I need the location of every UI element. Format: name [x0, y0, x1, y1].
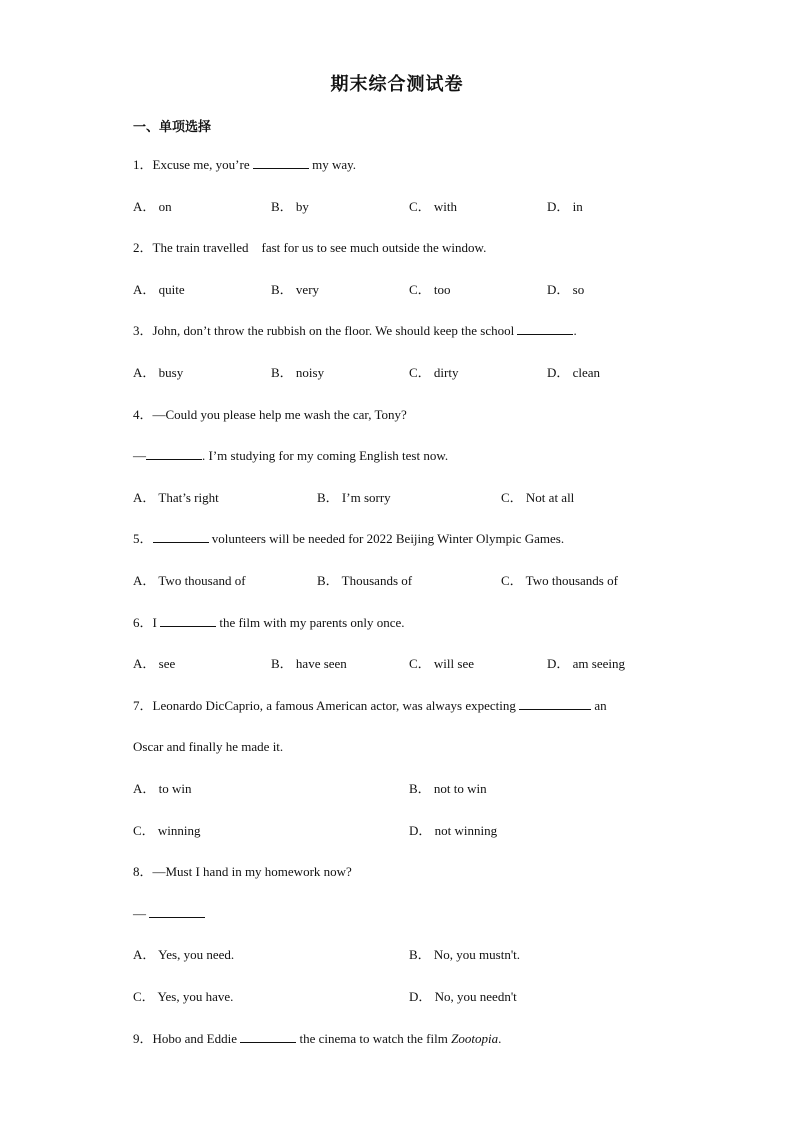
q6-option-b[interactable]: B． have seen — [271, 656, 347, 671]
page-title: 期末综合测试卷 — [330, 74, 464, 95]
question-7: 7．Leonardo DicCaprio, a famous American actor, was always expecting an — [133, 698, 607, 713]
q4-option-c[interactable]: C． Not at all — [501, 490, 575, 505]
answer-blank[interactable] — [253, 156, 309, 169]
q1-option-a[interactable]: A． on — [133, 199, 172, 214]
q8-option-c[interactable]: C． Yes, you have. — [133, 989, 234, 1004]
q7-option-b[interactable]: B． not to win — [409, 781, 487, 796]
q6-option-d[interactable]: D． am seeing — [547, 656, 625, 671]
q4-option-b[interactable]: B． I’m sorry — [317, 490, 391, 505]
answer-blank[interactable] — [153, 530, 209, 543]
question-9: 9．Hobo and Eddie the cinema to watch the film Zootopia. — [133, 1031, 502, 1046]
question-3: 3．John, don’t throw the rubbish on the floor. We should keep the school . — [133, 323, 577, 338]
section-heading: 一、单项选择 — [133, 120, 212, 135]
q2-option-c[interactable]: C． too — [409, 282, 451, 297]
q5-option-b[interactable]: B． Thousands of — [317, 573, 413, 588]
answer-blank[interactable] — [146, 447, 202, 460]
q7-option-d[interactable]: D． not winning — [409, 823, 498, 838]
q6-option-a[interactable]: A． see — [133, 656, 176, 671]
q8-option-d[interactable]: D． No, you needn't — [409, 989, 517, 1004]
q2-option-d[interactable]: D． so — [547, 282, 585, 297]
answer-blank[interactable] — [149, 905, 205, 918]
question-7-continued: Oscar and finally he made it. — [133, 739, 284, 754]
question-6: 6．I the film with my parents only once. — [133, 615, 405, 630]
answer-blank[interactable] — [519, 697, 591, 710]
question-4: 4．—Could you please help me wash the car, Tony? — [133, 407, 407, 422]
question-2: 2．The train travelled fast for us to see much outside the window. — [133, 240, 487, 255]
q2-option-b[interactable]: B． very — [271, 282, 320, 297]
q1-option-b[interactable]: B． by — [271, 199, 309, 214]
q3-option-b[interactable]: B． noisy — [271, 365, 325, 380]
q5-option-a[interactable]: A． Two thousand of — [133, 573, 246, 588]
answer-blank[interactable] — [517, 322, 573, 335]
q1-option-c[interactable]: C． with — [409, 199, 458, 214]
q7-option-a[interactable]: A． to win — [133, 781, 192, 796]
q6-option-c[interactable]: C． will see — [409, 656, 474, 671]
q2-option-a[interactable]: A． quite — [133, 282, 185, 297]
q3-option-d[interactable]: D． clean — [547, 365, 601, 380]
q5-option-c[interactable]: C． Two thousands of — [501, 573, 618, 588]
answer-blank[interactable] — [160, 614, 216, 627]
question-4-reply: — . I’m studying for my coming English test now. — [133, 448, 449, 463]
question-5: 5． volunteers will be needed for 2022 Beijing Winter Olympic Games. — [133, 531, 565, 546]
q3-option-a[interactable]: A． busy — [133, 365, 184, 380]
q7-option-c[interactable]: C． winning — [133, 823, 201, 838]
q8-option-a[interactable]: A． Yes, you need. — [133, 947, 235, 962]
q4-option-a[interactable]: A． That’s right — [133, 490, 219, 505]
question-8: 8．—Must I hand in my homework now? — [133, 864, 352, 879]
q1-option-d[interactable]: D． in — [547, 199, 583, 214]
q8-option-b[interactable]: B． No, you mustn't. — [409, 947, 521, 962]
film-title: Zootopia — [451, 1031, 499, 1046]
q3-option-c[interactable]: C． dirty — [409, 365, 459, 380]
question-1: 1．Excuse me, you’re my way. — [133, 157, 357, 172]
question-8-reply: — — [133, 905, 205, 923]
answer-blank[interactable] — [240, 1030, 296, 1043]
